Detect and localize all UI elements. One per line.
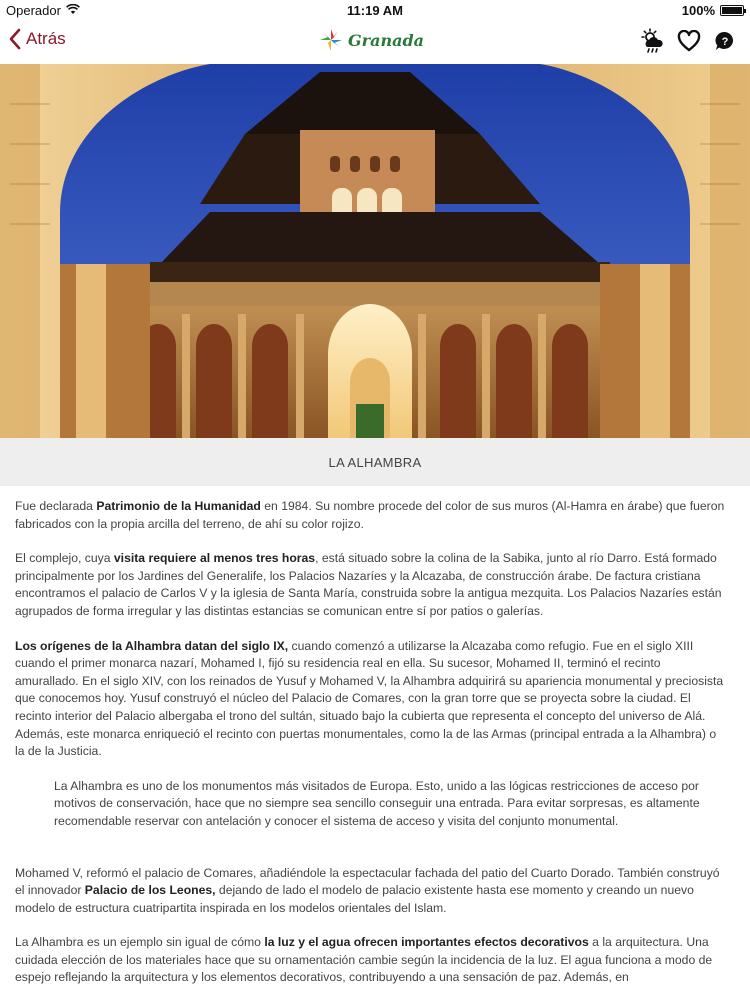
article-paragraph bbox=[15, 498, 727, 533]
text-segment: a la arquitectura. Una cuidada elección de los materiales hace que su ornamentación cambie según la incidencia de la luz. El agua funciona a modo de espejo reflejando la arquitectura y los elementos decorativos, contribuyendo a una sensación de paz. Además, en bbox=[15, 935, 713, 985]
text-segment: dejando de lado el modelo de palacio existente hasta ese momento y creando un nuevo modelo de estructura cuatripartita inspirada en los modelos orientales del Islam. bbox=[15, 883, 694, 915]
article-paragraph bbox=[15, 550, 727, 620]
carrier-label: Operador bbox=[6, 3, 61, 18]
alhambra-photo bbox=[0, 64, 750, 438]
image-caption: LA ALHAMBRA bbox=[0, 438, 750, 486]
granada-logo-icon bbox=[318, 27, 344, 53]
back-button[interactable] bbox=[8, 28, 66, 50]
text-highlight: Los orígenes de la Alhambra datan del siglo IX, bbox=[15, 638, 289, 653]
battery-percent: 100% bbox=[681, 3, 715, 18]
help-icon[interactable] bbox=[712, 28, 738, 54]
status-time: 11:19 AM bbox=[347, 3, 403, 18]
nav-icons bbox=[640, 28, 738, 54]
text-highlight: Patrimonio de la Humanidad bbox=[96, 499, 261, 513]
hero-image bbox=[0, 64, 750, 438]
text-segment: La Alhambra es un ejemplo sin igual de cómo bbox=[15, 935, 265, 950]
text-segment: El complejo, cuya bbox=[15, 551, 114, 566]
battery-icon bbox=[720, 5, 744, 16]
text-highlight: la luz y el agua ofrecen importantes efectos decorativos bbox=[264, 935, 589, 950]
text-segment: Mohamed V, reformó el palacio de Comares, añadiéndole la espectacular fachada del patio del Cuarto Dorado. También construyó el innovador bbox=[15, 865, 720, 898]
battery-fill bbox=[722, 7, 742, 14]
text-highlight: Palacio de los Leones, bbox=[84, 883, 216, 898]
text-segment: , está situado sobre la colina de la Sabika, junto al río Darro. Está formado principalmente por los Jardines del Generalife, los Palacios Nazaríes y la Alcazaba, de construcción árabe. De factura cristiana encontramos el palacio de Carlos V y la iglesia de Santa María, construida sobre la antigua mezquita. Los Palacios Nazaríes están agrupados de forma irregular y las distintas estancias se comunican entre sí por patios o galerías. bbox=[15, 551, 722, 618]
granada-logo bbox=[318, 27, 424, 53]
text-segment: cuando comenzó a utilizarse la Alcazaba como refugio. Fue en el siglo XIII cuando el primer monarca nazarí, Mohamed I, fijó su residencia real en ella. Su sucesor, Mohamed II, terminó el recinto amurallado. En el siglo XIV, con los reinados de Yusuf y Mohamed V, la Alhambra adquirirá su apariencia monumental y preciosista que conocemos hoy. Yusuf construyó el núcleo del Palacio de Comares, con la gran torre que se proyecta sobre la ciudad. El recinto interior del Palacio albergaba el trono del sultán, situado bajo la cubierta que representa el concepto del universo de Alá. Además, este monarca enriqueció el recinto con puertas monumentales, como la de las Armas (principal entrada a la Alhambra) o la de la Justicia. bbox=[15, 638, 724, 759]
svg-text:?: ? bbox=[721, 36, 729, 48]
back-button-label: Atrás bbox=[26, 29, 66, 48]
status-bar bbox=[0, 0, 750, 22]
text-segment: Fue declarada bbox=[15, 499, 97, 513]
article-quote: La Alhambra es uno de los monumentos más visitados de Europa. Esto, unido a las lógicas restricciones de acceso por motivos de conservación, hace que no siempre sea sencillo conseguir una entrada. Para evitar sorpresas, es altamente recomendable reservar con antelación y conocer el sistema de acceso y visita del conjunto monumental. bbox=[54, 778, 700, 828]
article-paragraph bbox=[15, 934, 727, 987]
text-highlight: visita requiere al menos tres horas bbox=[113, 551, 316, 566]
favorite-heart-icon[interactable] bbox=[676, 28, 702, 54]
article-paragraph bbox=[15, 638, 727, 761]
article-paragraph bbox=[15, 865, 727, 918]
text-segment: en 1984. Su nombre procede del color de sus muros (Al-Hamra en árabe) que fueron fabricados con la propia arcilla del terreno, de ahí su color rojizo. bbox=[15, 499, 725, 531]
chevron-left-icon bbox=[8, 28, 22, 50]
weather-icon[interactable] bbox=[640, 28, 666, 54]
article-body bbox=[15, 498, 727, 1000]
logo-text: Granada bbox=[348, 30, 425, 50]
nav-bar bbox=[0, 22, 750, 64]
status-right bbox=[682, 3, 744, 18]
